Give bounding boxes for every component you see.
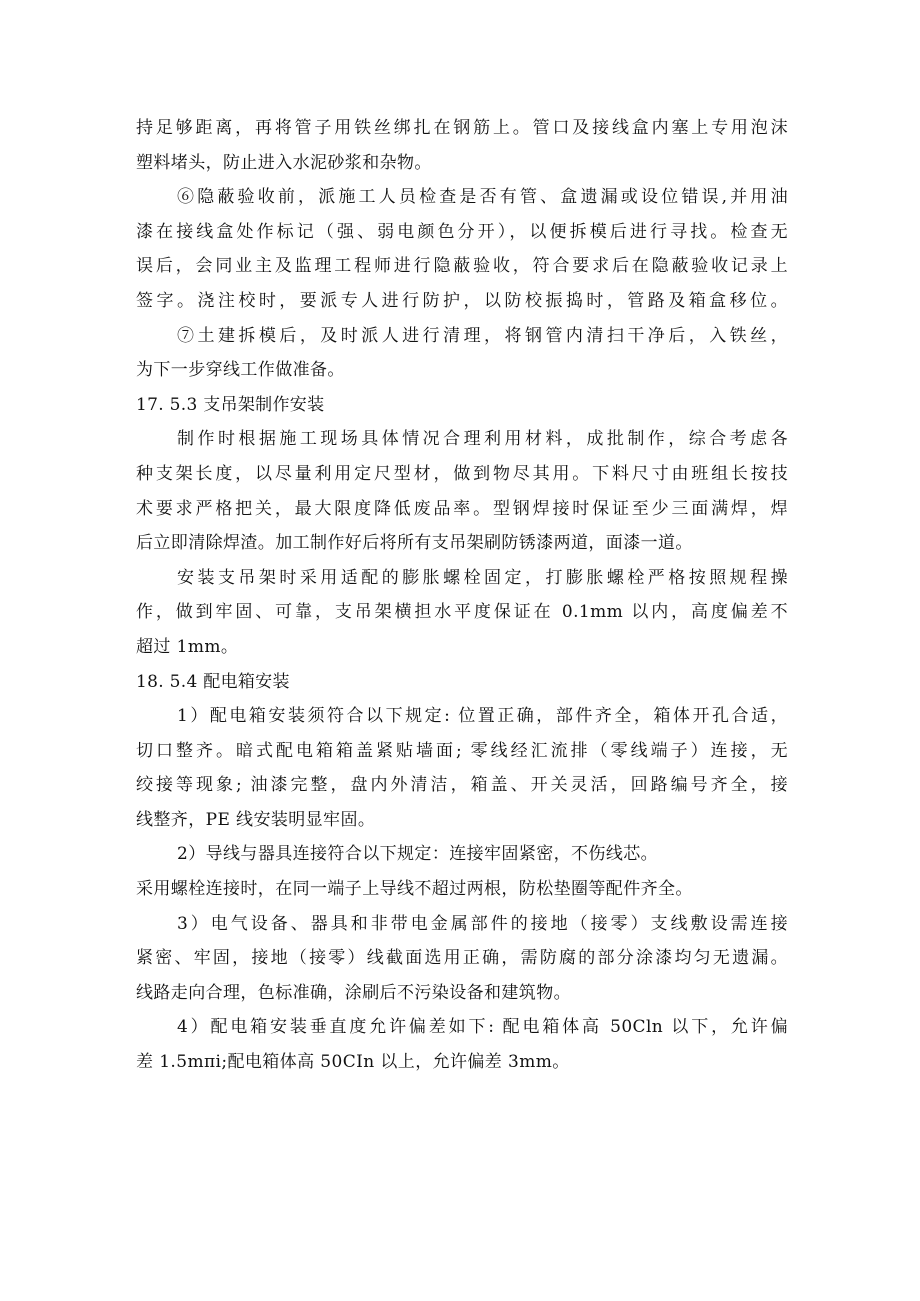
paragraph-line: 作，做到牢固、可靠，支吊架横担水平度保证在 0.1mm 以内，高度偏差不 (136, 602, 788, 623)
paragraph-line: 漆在接线盒处作标记（强、弱电颜色分开），以便拆模后进行寻找。检查无 (136, 221, 788, 242)
paragraph-line: 差 1.5mπi;配电箱体高 50CIn 以上，允许偏差 3mm。 (136, 1052, 570, 1073)
paragraph-line: 线路走向合理，色标准确，涂刷后不污染设备和建筑物。 (136, 982, 571, 1003)
paragraph-line: 4）配电箱安装垂直度允许偏差如下: 配电箱体高 50Cln 以下，允许偏 (177, 1017, 788, 1038)
paragraph-line: ⑥隐蔽验收前，派施工人员检查是否有管、盒遗漏或设位错误,并用油 (177, 187, 788, 208)
paragraph-line: 绞接等现象; 油漆完整，盘内外清洁，箱盖、开关灵活，回路编号齐全，接 (136, 775, 788, 796)
paragraph-line: 紧密、牢固，接地（接零）线截面选用正确，需防腐的部分涂漆均匀无遗漏。 (136, 948, 788, 969)
paragraph-line: 线整齐，PE 线安装明显牢固。 (136, 809, 376, 830)
section-heading: 18. 5.4 配电箱安装 (136, 671, 290, 692)
paragraph-line: 制作时根据施工现场具体情况合理利用材料，成批制作，综合考虑各 (177, 429, 788, 450)
paragraph-line: 误后，会同业主及监理工程师进行隐蔽验收，符合要求后在隐蔽验收记录上 (136, 256, 788, 277)
paragraph-line: 3）电气设备、器具和非带电金属部件的接地（接零）支线敷设需连接 (177, 913, 788, 934)
paragraph-line: 采用螺栓连接时，在同一端子上导线不超过两根，防松垫圈等配件齐全。 (136, 879, 693, 900)
paragraph-line: 持足够距离，再将管子用铁丝绑扎在钢筋上。管口及接线盒内塞上专用泡沫 (136, 118, 788, 138)
paragraph-line: 塑料堵头，防止进入水泥砂浆和杂物。 (136, 152, 432, 173)
paragraph-line: 切口整齐。暗式配电箱箱盖紧贴墙面; 零线经汇流排（零线端子）连接，无 (136, 740, 788, 761)
paragraph-line: 安装支吊架时采用适配的膨胀螺栓固定，打膨胀螺栓严格按照规程操 (177, 567, 788, 588)
paragraph-line: 签字。浇注校时，要派专人进行防护，以防校振捣时，管路及箱盒移位。 (136, 290, 788, 311)
paragraph-line: 2）导线与器具连接符合以下规定：连接牢固紧密，不伤线芯。 (177, 844, 659, 865)
section-heading: 17. 5.3 支吊架制作安装 (136, 394, 325, 415)
paragraph-line: 超过 1mm。 (136, 636, 239, 657)
paragraph-line: 1）配电箱安装须符合以下规定: 位置正确，部件齐全，箱体开孔合适， (177, 706, 788, 727)
paragraph-line: 后立即清除焊渣。加工制作好后将所有支吊架刷防锈漆两道，面漆一道。 (136, 533, 693, 554)
paragraph-line: 种支架长度，以尽量利用定尺型材，做到物尽其用。下料尺寸由班组长按技 (136, 463, 788, 484)
document-page (136, 111, 788, 1080)
paragraph-line: 术要求严格把关，最大限度降低废品率。型钢焊接时保证至少三面满焊，焊 (136, 498, 788, 519)
paragraph-line: ⑦土建拆模后，及时派人进行清理，将钢管内清扫干净后，入铁丝， (177, 325, 788, 346)
paragraph-line: 为下一步穿线工作做准备。 (136, 360, 345, 381)
